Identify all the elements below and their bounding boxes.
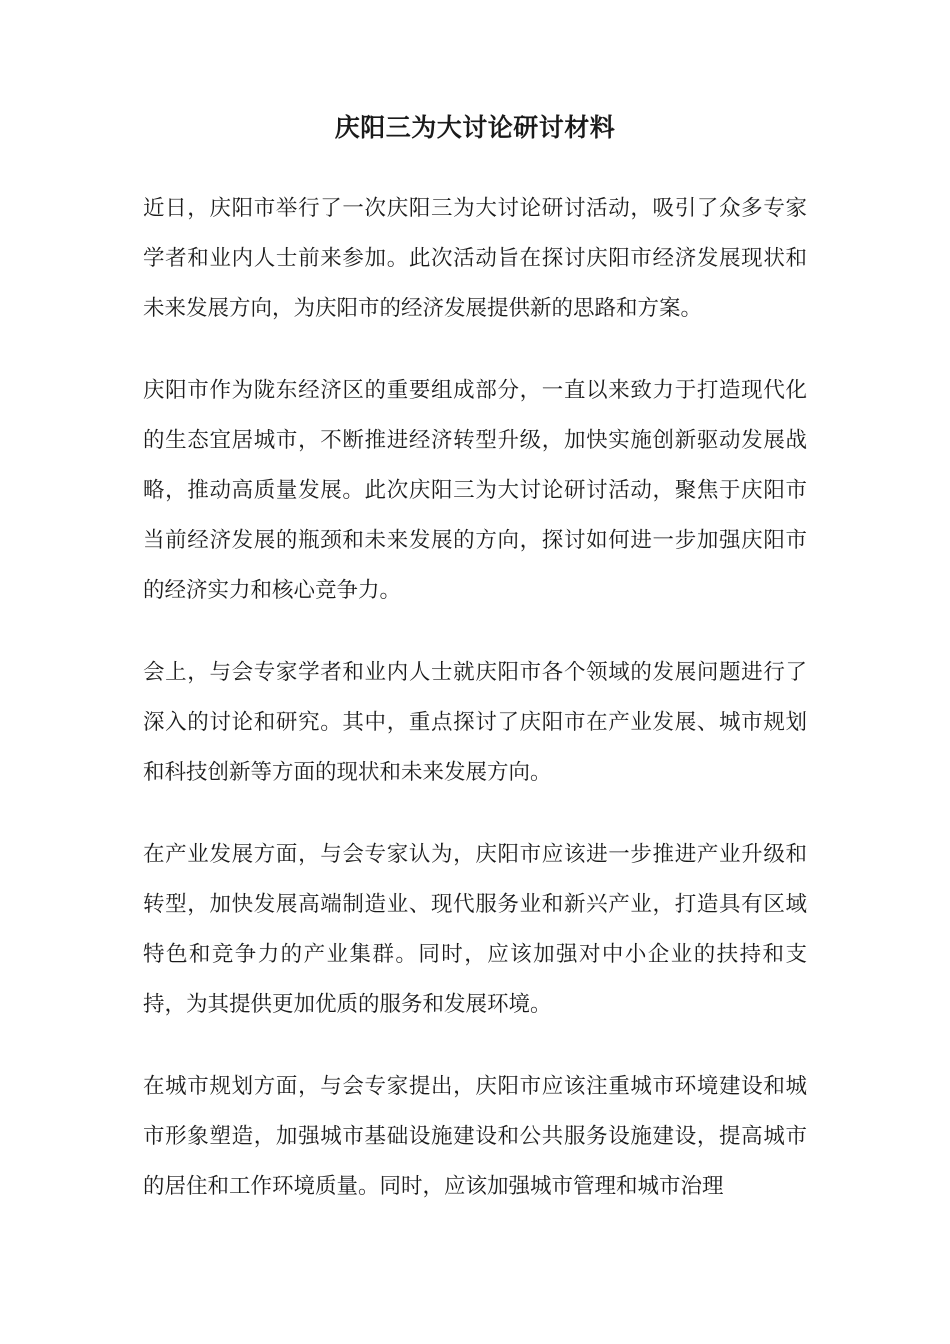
paragraph-3: 会上，与会专家学者和业内人士就庆阳市各个领域的发展问题进行了深入的讨论和研究。其中，重点探讨了庆阳市在产业发展、城市规划和科技创新等方面的现状和未来发展方向。 xyxy=(143,660,807,785)
document-title: 庆阳三为大讨论研讨材料 xyxy=(334,113,616,142)
document-body xyxy=(143,184,807,1244)
paragraph-2: 庆阳市作为陇东经济区的重要组成部分，一直以来致力于打造现代化的生态宜居城市，不断推进经济转型升级，加快实施创新驱动发展战略，推动高质量发展。此次庆阳三为大讨论研讨活动，聚焦于庆阳市当前经济发展的瓶颈和未来发展的方向，探讨如何进一步加强庆阳市的经济实力和核心竞争力。 xyxy=(143,378,807,603)
paragraph-4: 在产业发展方面，与会专家认为，庆阳市应该进一步推进产业升级和转型，加快发展高端制造业、现代服务业和新兴产业，打造具有区域特色和竞争力的产业集群。同时，应该加强对中小企业的扶持和支持，为其提供更加优质的服务和发展环境。 xyxy=(143,842,807,1017)
paragraph-1: 近日，庆阳市举行了一次庆阳三为大讨论研讨活动，吸引了众多专家学者和业内人士前来参加。此次活动旨在探讨庆阳市经济发展现状和未来发展方向，为庆阳市的经济发展提供新的思路和方案。 xyxy=(143,196,807,321)
paragraph-5: 在城市规划方面，与会专家提出，庆阳市应该注重城市环境建设和城市形象塑造，加强城市基础设施建设和公共服务设施建设，提高城市的居住和工作环境质量。同时，应该加强城市管理和城市治理 xyxy=(143,1074,807,1199)
